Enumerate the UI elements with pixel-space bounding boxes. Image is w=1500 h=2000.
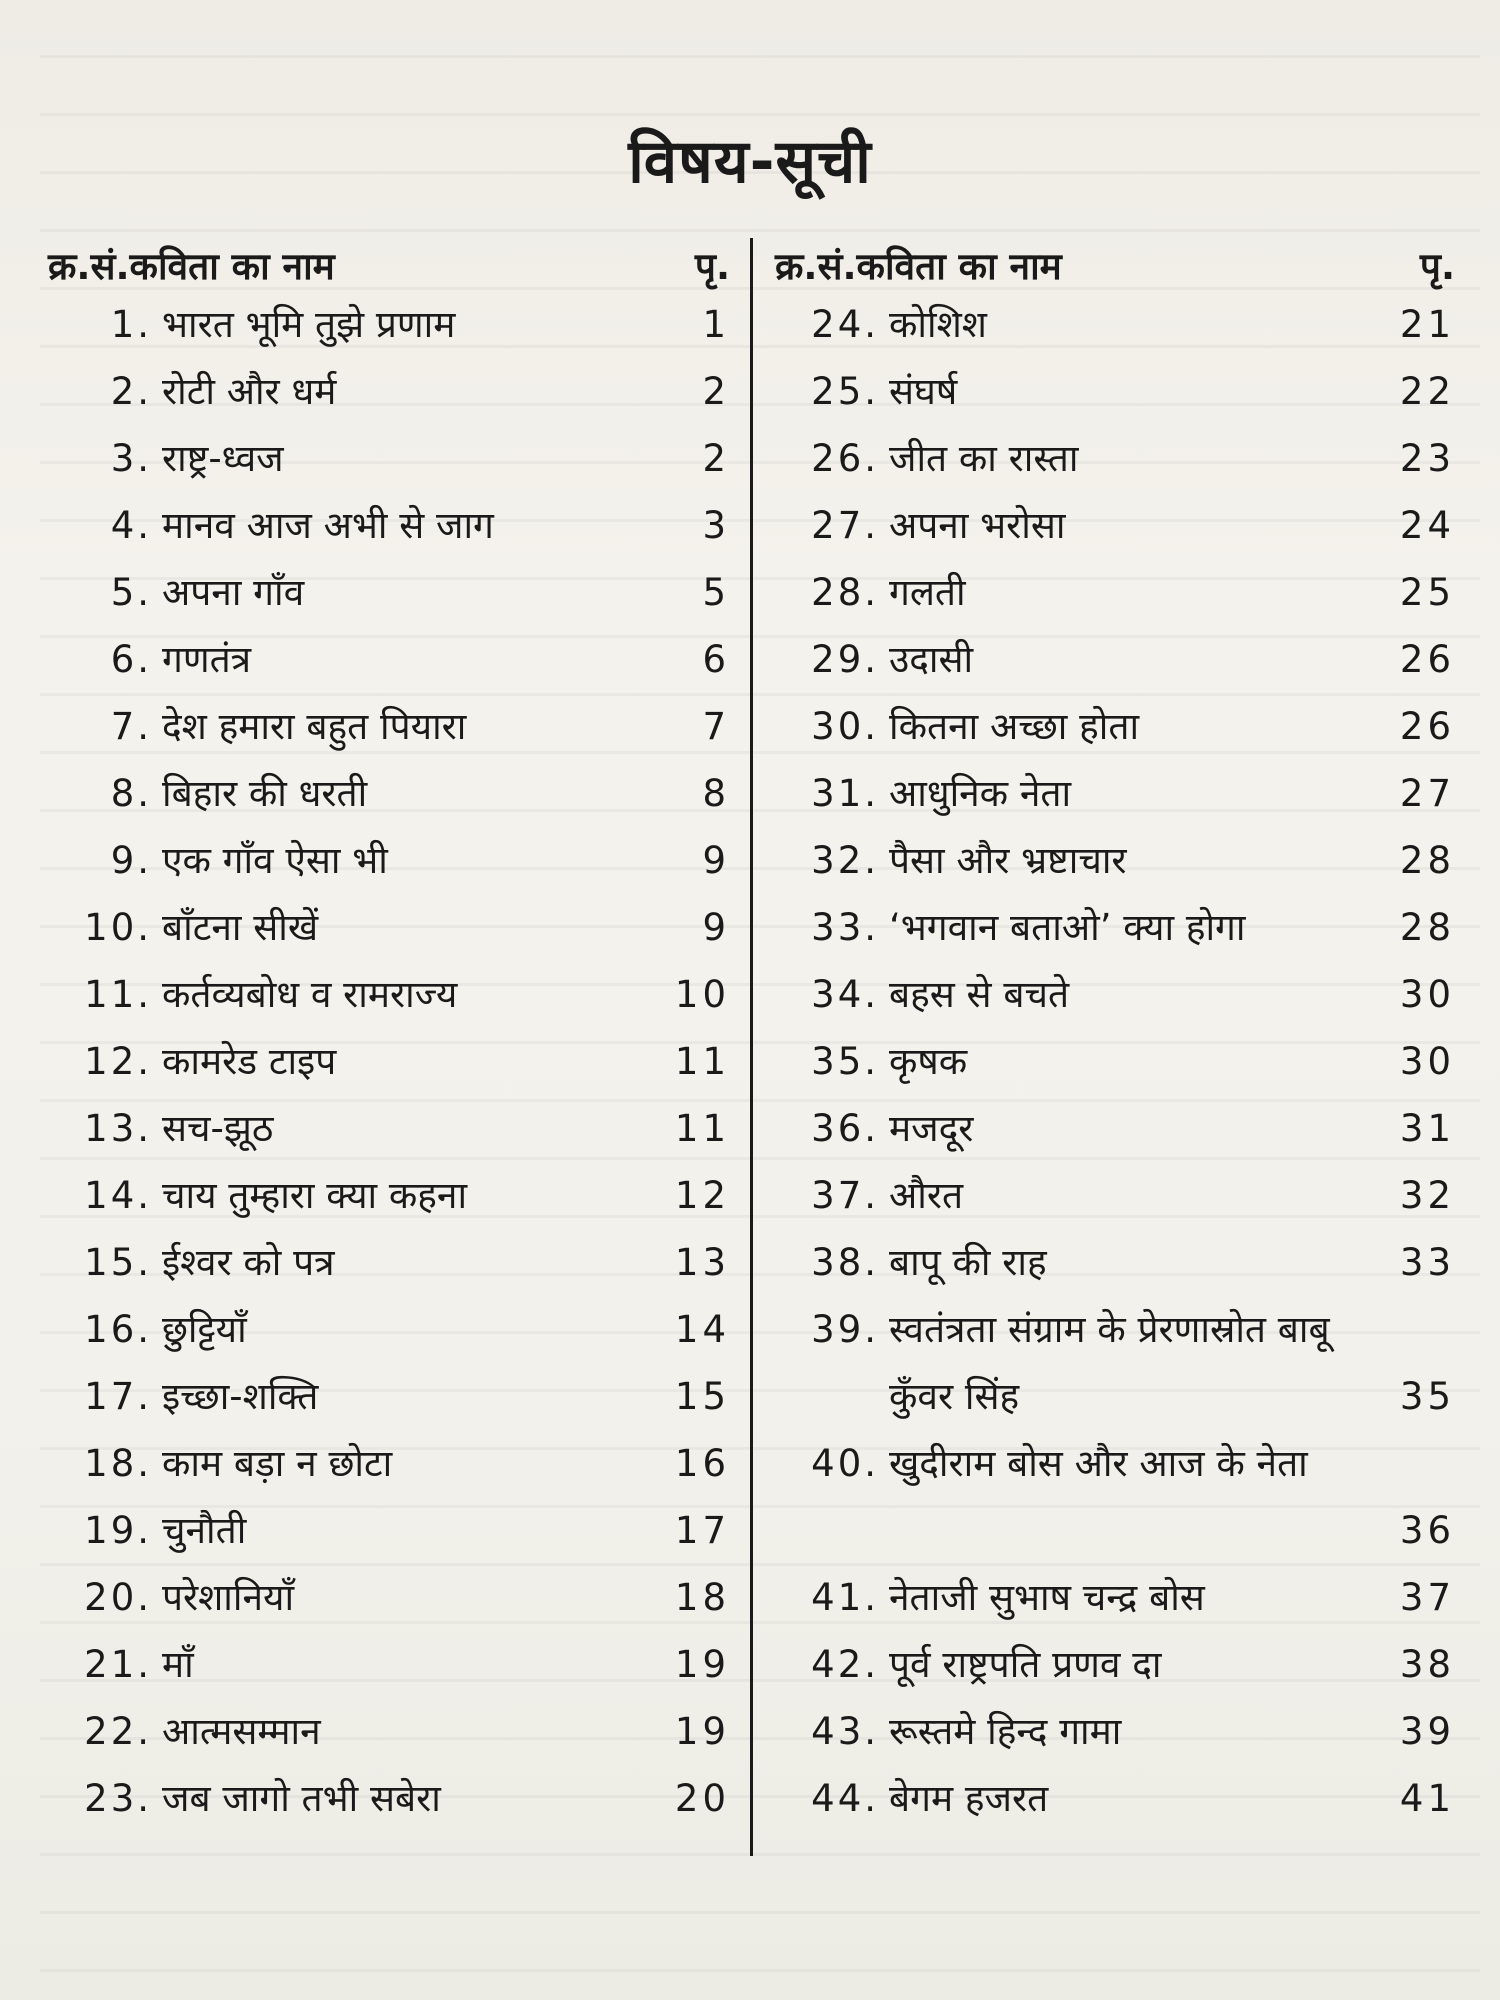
toc-entry	[775, 760, 1455, 827]
toc-entry	[48, 559, 730, 626]
entry-page-number: 7	[702, 705, 730, 748]
entry-number: 34.	[811, 973, 879, 1016]
toc-entry	[48, 894, 730, 961]
entry-number: 38.	[811, 1241, 879, 1284]
entry-number: 10.	[84, 906, 152, 949]
entry-page-number: 14	[674, 1308, 730, 1351]
entry-title: गलती	[889, 571, 966, 614]
entry-title: आत्मसम्मान	[162, 1710, 321, 1753]
entry-number: 41.	[811, 1576, 879, 1619]
entry-number: 3.	[110, 437, 152, 480]
toc-left-header	[48, 235, 730, 291]
entry-title: अपना भरोसा	[889, 504, 1066, 547]
entry-page-number: 24	[1399, 504, 1455, 547]
toc-entry	[775, 693, 1455, 760]
entry-page-number: 39	[1399, 1710, 1455, 1753]
entry-number: 39.	[811, 1308, 879, 1351]
entry-page-number: 32	[1399, 1174, 1455, 1217]
entry-number: 43.	[811, 1710, 879, 1753]
entry-page-number: 19	[674, 1710, 730, 1753]
entry-page-number: 36	[1399, 1509, 1455, 1552]
entry-number: 31.	[811, 772, 879, 815]
entry-page-number: 18	[674, 1576, 730, 1619]
toc-entry	[775, 1296, 1455, 1430]
entry-number: 9.	[110, 839, 152, 882]
entry-title: चाय तुम्हारा क्या कहना	[162, 1174, 468, 1217]
entry-title: खुदीराम बोस और आज के नेता	[889, 1442, 1308, 1485]
toc-entry	[775, 827, 1455, 894]
entry-title: ईश्वर को पत्र	[162, 1241, 335, 1284]
entry-page-number: 33	[1399, 1241, 1455, 1284]
entry-title: माँ	[162, 1643, 194, 1686]
toc-entry	[775, 1095, 1455, 1162]
entry-title: औरत	[889, 1174, 964, 1217]
entry-page-number: 6	[702, 638, 730, 681]
page-title: विषय-सूची	[628, 127, 872, 197]
toc-entry	[775, 626, 1455, 693]
entry-title: काम बड़ा न छोटा	[162, 1442, 393, 1485]
toc-entry	[48, 1631, 730, 1698]
entry-title: बेगम हजरत	[889, 1777, 1049, 1820]
entry-title: चुनौती	[162, 1509, 247, 1552]
entry-title: देश हमारा बहुत पियारा	[162, 705, 467, 748]
entry-page-number: 12	[674, 1174, 730, 1217]
toc-entry	[775, 492, 1455, 559]
toc-entry	[775, 1765, 1455, 1832]
toc-right-column	[775, 235, 1455, 1832]
entry-number: 29.	[811, 638, 879, 681]
entry-title: पूर्व राष्ट्रपति प्रणव दा	[889, 1643, 1162, 1686]
toc-entry	[48, 827, 730, 894]
entry-title: बिहार की धरती	[162, 772, 368, 815]
entry-number: 20.	[84, 1576, 152, 1619]
entry-number: 15.	[84, 1241, 152, 1284]
entry-number: 2.	[110, 370, 152, 413]
entry-title: पैसा और भ्रष्टाचार	[889, 839, 1127, 882]
entry-number: 36.	[811, 1107, 879, 1150]
toc-entry	[775, 291, 1455, 358]
entry-page-number: 17	[674, 1509, 730, 1552]
entry-page-number: 13	[674, 1241, 730, 1284]
toc-entry	[48, 358, 730, 425]
toc-entry	[48, 1296, 730, 1363]
entry-title: बाँटना सीखें	[162, 906, 319, 949]
entry-number: 23.	[84, 1777, 152, 1820]
entry-title: मानव आज अभी से जाग	[162, 504, 494, 547]
entry-number: 13.	[84, 1107, 152, 1150]
toc-entry	[775, 1162, 1455, 1229]
entry-page-number: 9	[702, 839, 730, 882]
entry-page-number: 22	[1399, 370, 1455, 413]
toc-entry	[48, 626, 730, 693]
toc-left-list	[48, 291, 730, 1832]
entry-number: 1.	[110, 303, 152, 346]
entry-number: 35.	[811, 1040, 879, 1083]
toc-left-column	[48, 235, 730, 1832]
toc-entry	[48, 1564, 730, 1631]
entry-page-number: 26	[1399, 705, 1455, 748]
entry-page-number: 8	[702, 772, 730, 815]
entry-number: 33.	[811, 906, 879, 949]
entry-title: ‘भगवान बताओ’ क्या होगा	[889, 906, 1246, 949]
entry-title: एक गाँव ऐसा भी	[162, 839, 388, 882]
toc-entry	[48, 425, 730, 492]
toc-entry	[775, 1631, 1455, 1698]
toc-entry	[48, 693, 730, 760]
entry-number: 22.	[84, 1710, 152, 1753]
entry-page-number: 21	[1399, 303, 1455, 346]
entry-number: 44.	[811, 1777, 879, 1820]
toc-entry	[775, 559, 1455, 626]
entry-title: मजदूर	[889, 1107, 974, 1150]
toc-entry	[48, 961, 730, 1028]
entry-page-number: 26	[1399, 638, 1455, 681]
entry-title: उदासी	[889, 638, 974, 681]
entry-page-number: 5	[702, 571, 730, 614]
entry-page-number: 35	[1399, 1375, 1455, 1418]
entry-number: 6.	[110, 638, 152, 681]
toc-entry	[48, 1028, 730, 1095]
toc-entry	[48, 1363, 730, 1430]
entry-number: 17.	[84, 1375, 152, 1418]
toc-entry	[48, 1497, 730, 1564]
entry-page-number: 11	[674, 1040, 730, 1083]
entry-title: जीत का रास्ता	[889, 437, 1079, 480]
toc-entry	[48, 1162, 730, 1229]
header-page-label: पृ.	[1419, 245, 1455, 288]
entry-title: कोशिश	[889, 303, 987, 346]
entry-number: 24.	[811, 303, 879, 346]
entry-page-number: 41	[1399, 1777, 1455, 1820]
entry-number: 18.	[84, 1442, 152, 1485]
entry-page-number: 25	[1399, 571, 1455, 614]
header-poem-name-label: क्र.सं.कविता का नाम	[48, 245, 335, 288]
toc-entry	[775, 425, 1455, 492]
entry-page-number: 30	[1399, 1040, 1455, 1083]
entry-number: 16.	[84, 1308, 152, 1351]
entry-title: संघर्ष	[889, 370, 958, 413]
entry-page-number: 2	[702, 370, 730, 413]
entry-page-number: 15	[674, 1375, 730, 1418]
toc-entry	[775, 1698, 1455, 1765]
toc-entry	[775, 1430, 1455, 1564]
toc-entry	[48, 1765, 730, 1832]
entry-title: सच-झूठ	[162, 1107, 274, 1150]
entry-title: नेताजी सुभाष चन्द्र बोस	[889, 1576, 1205, 1619]
entry-title: कामरेड टाइप	[162, 1040, 337, 1083]
entry-number: 14.	[84, 1174, 152, 1217]
toc-right-header	[775, 235, 1455, 291]
toc-entry	[48, 492, 730, 559]
toc-entry	[48, 291, 730, 358]
entry-number: 4.	[110, 504, 152, 547]
entry-number: 19.	[84, 1509, 152, 1552]
entry-page-number: 30	[1399, 973, 1455, 1016]
entry-page-number: 28	[1399, 839, 1455, 882]
entry-title: कितना अच्छा होता	[889, 705, 1140, 748]
entry-title: छुट्टियाँ	[162, 1308, 247, 1351]
toc-entry	[775, 1564, 1455, 1631]
entry-page-number: 20	[674, 1777, 730, 1820]
entry-title: जब जागो तभी सबेरा	[162, 1777, 441, 1820]
entry-page-number: 1	[702, 303, 730, 346]
entry-number: 7.	[110, 705, 152, 748]
entry-title: बहस से बचते	[889, 973, 1070, 1016]
toc-entry	[775, 1229, 1455, 1296]
toc-entry	[775, 961, 1455, 1028]
toc-entry	[48, 1229, 730, 1296]
entry-number: 8.	[110, 772, 152, 815]
entry-number: 28.	[811, 571, 879, 614]
entry-title: परेशानियाँ	[162, 1576, 295, 1619]
entry-title: रोटी और धर्म	[162, 370, 337, 413]
entry-number: 32.	[811, 839, 879, 882]
entry-number: 30.	[811, 705, 879, 748]
entry-page-number: 19	[674, 1643, 730, 1686]
entry-page-number: 3	[702, 504, 730, 547]
entry-page-number: 10	[674, 973, 730, 1016]
entry-number: 11.	[84, 973, 152, 1016]
entry-page-number: 23	[1399, 437, 1455, 480]
entry-page-number: 37	[1399, 1576, 1455, 1619]
toc-entry	[775, 358, 1455, 425]
entry-title: कृषक	[889, 1040, 968, 1083]
toc-entry	[48, 760, 730, 827]
entry-number: 25.	[811, 370, 879, 413]
entry-number: 42.	[811, 1643, 879, 1686]
entry-number: 12.	[84, 1040, 152, 1083]
entry-title: गणतंत्र	[162, 638, 252, 681]
entry-title: कर्तव्यबोध व रामराज्य	[162, 973, 458, 1016]
toc-entry	[48, 1430, 730, 1497]
entry-title: राष्ट्र-ध्वज	[162, 437, 284, 480]
entry-title: आधुनिक नेता	[889, 772, 1072, 815]
entry-page-number: 38	[1399, 1643, 1455, 1686]
header-page-label: पृ.	[694, 245, 730, 288]
header-poem-name-label: क्र.सं.कविता का नाम	[775, 245, 1062, 288]
entry-page-number: 11	[674, 1107, 730, 1150]
entry-number: 37.	[811, 1174, 879, 1217]
entry-page-number: 28	[1399, 906, 1455, 949]
column-divider	[750, 238, 753, 1856]
entry-page-number: 2	[702, 437, 730, 480]
entry-number: 40.	[811, 1442, 879, 1485]
entry-page-number: 16	[674, 1442, 730, 1485]
toc-entry	[48, 1698, 730, 1765]
entry-title: अपना गाँव	[162, 571, 305, 614]
entry-page-number: 31	[1399, 1107, 1455, 1150]
toc-entry	[775, 1028, 1455, 1095]
entry-page-number: 27	[1399, 772, 1455, 815]
entry-number: 5.	[110, 571, 152, 614]
toc-entry	[48, 1095, 730, 1162]
entry-number: 27.	[811, 504, 879, 547]
entry-title: रूस्तमे हिन्द गामा	[889, 1710, 1122, 1753]
entry-number: 26.	[811, 437, 879, 480]
toc-right-list	[775, 291, 1455, 1832]
entry-page-number: 9	[702, 906, 730, 949]
entry-title: बापू की राह	[889, 1241, 1047, 1284]
toc-entry	[775, 894, 1455, 961]
entry-title: स्वतंत्रता संग्राम के प्रेरणास्रोत बाबू कुँवर सिंह	[889, 1308, 1330, 1418]
entry-number: 21.	[84, 1643, 152, 1686]
entry-title: इच्छा-शक्ति	[162, 1375, 319, 1418]
entry-title: भारत भूमि तुझे प्रणाम	[162, 303, 456, 346]
